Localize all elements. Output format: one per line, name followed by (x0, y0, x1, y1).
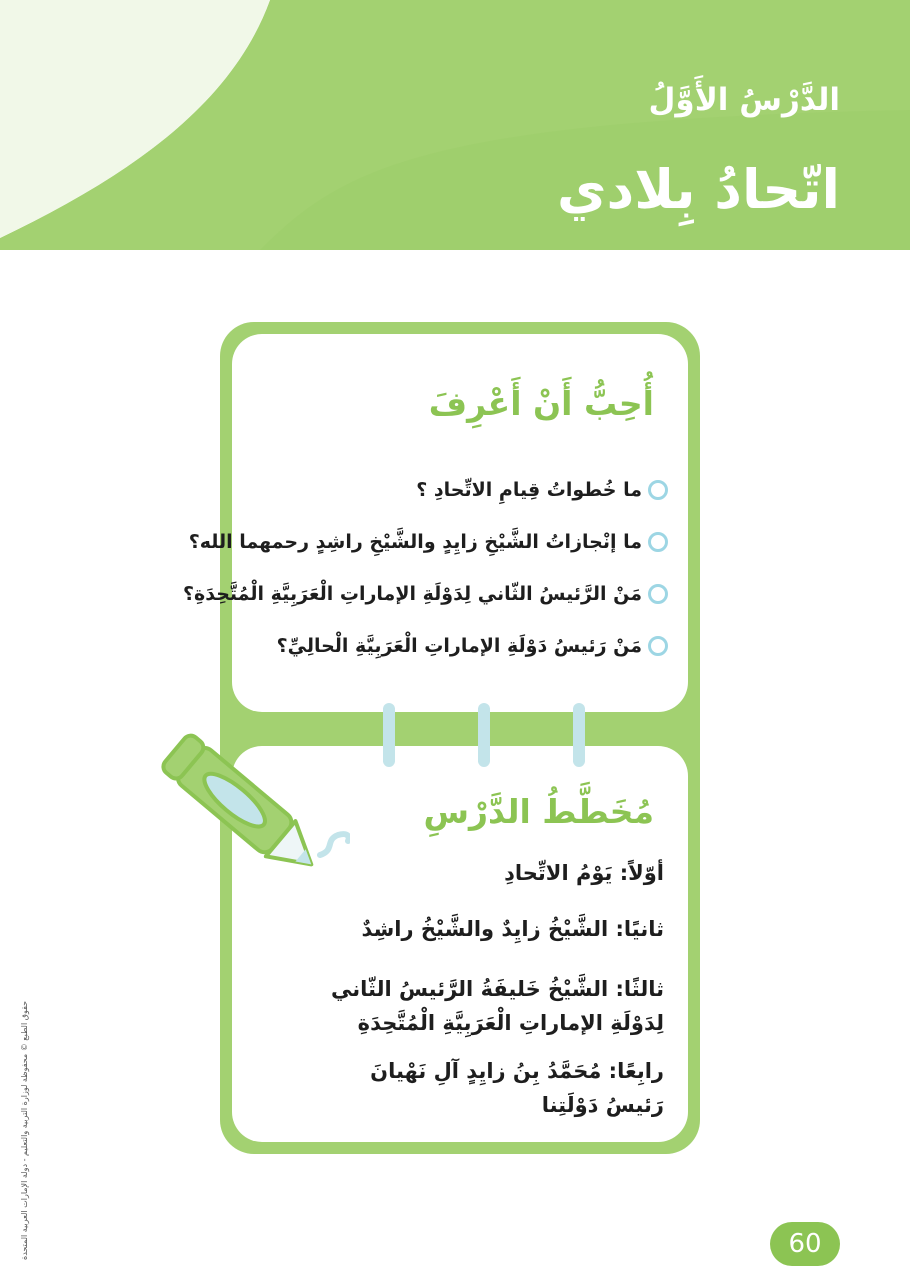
circle-bullet-icon (648, 532, 668, 552)
circle-bullet-icon (648, 636, 668, 656)
ring-icon (573, 703, 585, 767)
know-heading: أُحِبُّ أَنْ أَعْرِفَ (428, 384, 654, 423)
lesson-number: الدَّرْسُ الأَوَّلُ (648, 82, 840, 118)
plan-item-line: ثالثًا: الشَّيْخُ خَليفَةُ الرَّئيسُ الثّاني (330, 977, 664, 1001)
question-text: ما إنْجازاتُ الشَّيْخِ زايِدٍ والشَّيْخِ راشِدٍ رحمهما الله؟ (188, 531, 642, 553)
lesson-title: اتّحادُ بِلادي (557, 158, 840, 221)
plan-item-line: رابِعًا: مُحَمَّدُ بِنُ زايِدٍ آلِ نَهْيانَ (370, 1059, 664, 1083)
question-text: مَنْ رَئيسُ دَوْلَةِ الإماراتِ الْعَرَبِيَّةِ الْحالِيِّ؟ (276, 635, 642, 657)
plan-item (244, 1054, 664, 1122)
question-item (238, 620, 668, 672)
circle-bullet-icon (648, 584, 668, 604)
plan-item (244, 912, 664, 946)
plan-item-line: أوّلاً: يَوْمُ الاتِّحادِ (504, 861, 664, 885)
ring-icon (383, 703, 395, 767)
plan-item (244, 972, 664, 1040)
plan-item-line: ثانيًا: الشَّيْخُ زايِدٌ والشَّيْخُ راشِدٌ (361, 917, 664, 941)
copyright-note: حقوق الطبع © محفوظة لوزارة التربية والتعليم - دولة الإمارات العربية المتحدة (20, 1000, 29, 1260)
plan-heading: مُخَطَّطُ الدَّرْسِ (423, 792, 654, 831)
question-item (183, 568, 668, 620)
pencil-icon (150, 725, 350, 900)
binder-rings (370, 700, 600, 770)
know-card (183, 334, 688, 712)
question-text: مَنْ الرَّئيسُ الثّاني لِدَوْلَةِ الإماراتِ الْعَرَبِيَّةِ الْمُتَّحِدَةِ؟ (183, 583, 642, 605)
question-item (188, 516, 668, 568)
question-list (183, 464, 668, 672)
ring-icon (478, 703, 490, 767)
question-text: ما خُطواتُ قِيامِ الاتِّحادِ ؟ (416, 479, 642, 501)
circle-bullet-icon (648, 480, 668, 500)
plan-item-line: لِدَوْلَةِ الإماراتِ الْعَرَبِيَّةِ الْمُتَّحِدَةِ (357, 1011, 664, 1035)
plan-item-line: رَئيسُ دَوْلَتِنا (541, 1093, 664, 1117)
question-item (238, 464, 668, 516)
page-number: 60 (770, 1222, 840, 1266)
